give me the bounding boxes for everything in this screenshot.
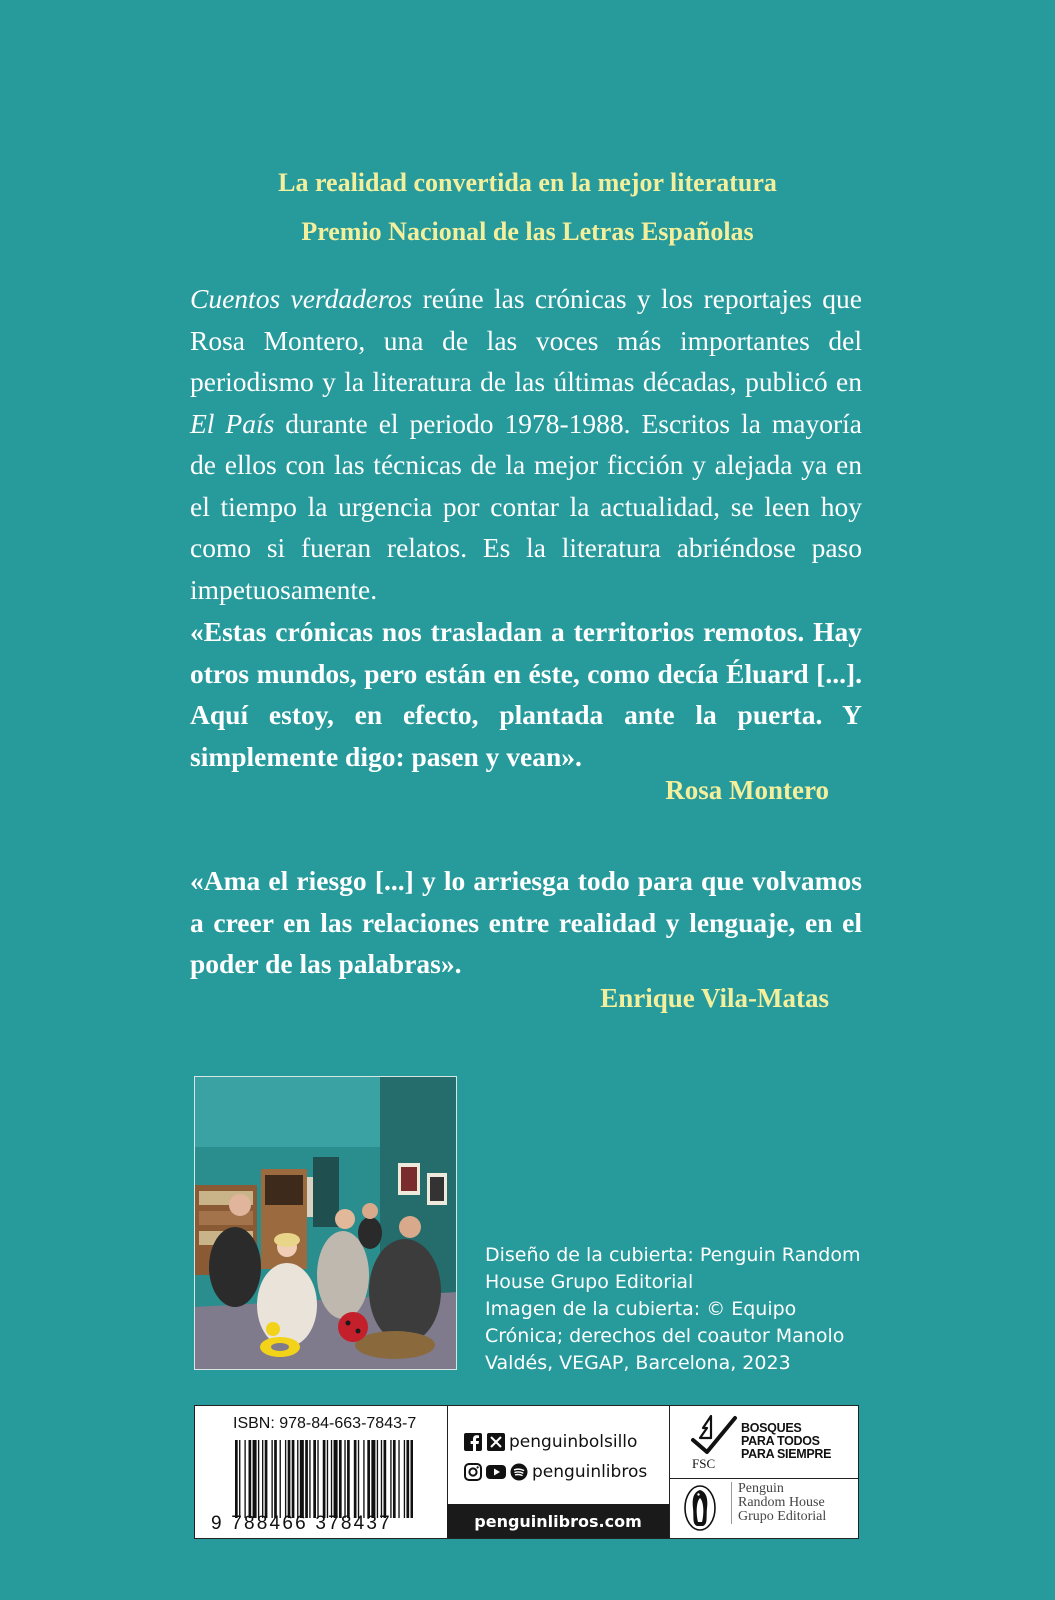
spotify-icon[interactable] [509,1462,529,1482]
fsc-tree-check-icon [685,1410,745,1460]
barcode-bar [285,1440,286,1518]
barcode-bar [305,1440,308,1518]
quote-rosa-montero: «Estas crónicas nos trasladan a territorios remotos. Hay otros mundos, pero están en éste, como decía Éluard [...]. Aquí estoy, en efecto, plantada ante la puerta. Y simplemente digo: pasen y vean». [190,616,862,772]
barcode-bar [317,1440,318,1518]
cover-design-credit: Diseño de la cubierta: Penguin Random House Grupo Editorial [485,1244,861,1293]
barcode-bar [297,1440,298,1518]
barcode-bar [347,1440,350,1518]
description-part1: reúne las crónicas y los reportajes que Rosa Montero, una de las voces más importantes del periodismo y la literatura de las últimas décadas, publicó en [190,283,862,397]
fsc-slogan-line3: PARA SIEMPRE [741,1447,832,1461]
publisher-name [731,1482,826,1524]
barcode [235,1440,413,1518]
barcode-section [195,1406,448,1538]
fsc-slogan-line1: BOSQUES [741,1421,802,1435]
penguin-icon [683,1484,717,1532]
barcode-bar [384,1440,387,1518]
publisher-line2: Random House [738,1495,825,1510]
quote-author-rosa-montero: Rosa Montero [665,775,829,805]
barcode-bar [344,1440,345,1518]
publisher-line1: Penguin [738,1481,784,1496]
cover-art-thumbnail [194,1076,457,1370]
barcode-bar [381,1440,382,1518]
fsc-label: FSC [692,1456,716,1471]
barcode-bar [309,1440,310,1518]
cover-image-credit: Imagen de la cubierta: © Equipo Crónica; derechos del coautor Manolo Valdés, VEGAP, Barcelona, 2023 [485,1298,845,1374]
social-handle-libros[interactable]: penguinlibros [532,1462,648,1482]
barcode-bar [390,1440,391,1518]
fsc-slogan-line2: PARA TODOS [741,1434,820,1448]
fsc-logo [669,1406,858,1479]
barcode-bar [411,1440,414,1518]
logos-section [669,1406,858,1538]
barcode-bar [292,1440,295,1518]
barcode-bar [367,1440,370,1518]
instagram-icon[interactable] [463,1462,483,1482]
social-section [447,1406,670,1538]
barcode-bar [239,1440,240,1518]
quote-vila-matas: «Ama el riesgo [...] y lo arriesga todo para que volvamos a creer en las relaciones entre realidad y lenguaje, en el poder de las palabras». [190,865,862,979]
barcode-bar [358,1440,359,1518]
barcode-bar [265,1440,268,1518]
isbn-label: ISBN: 978-84-663-7843-7 [233,1415,417,1432]
barcode-bar [244,1440,245,1518]
fsc-slogan [741,1422,831,1461]
barcode-bar [406,1440,409,1518]
newspaper-name-italic: El País [190,407,275,439]
barcode-bar [354,1440,357,1518]
barcode-bar [271,1440,272,1518]
barcode-bar [280,1440,281,1518]
barcode-bar [300,1440,304,1518]
facebook-icon[interactable] [463,1432,483,1452]
publisher-logo [669,1478,858,1538]
barcode-bar [274,1440,277,1518]
barcode-bar [327,1440,328,1518]
barcode-bar [334,1440,338,1518]
book-title-italic: Cuentos verdaderos [190,283,413,314]
back-matter-box [194,1405,859,1539]
barcode-bar [323,1440,326,1518]
headline-award: Premio Nacional de las Letras Españolas [301,217,754,246]
headline-tagline: La realidad convertida en la mejor literatura [278,168,777,197]
book-description [190,278,862,610]
barcode-bar [339,1440,342,1518]
barcode-bar [363,1440,364,1518]
barcode-bar [371,1440,375,1518]
youtube-icon[interactable] [486,1462,506,1482]
social-row-2 [463,1462,647,1482]
cover-art-illustration [195,1077,457,1370]
cover-credits [485,1242,865,1377]
barcode-bar [404,1440,405,1518]
publisher-line3: Grupo Editorial [738,1509,827,1524]
description-part2: durante el periodo 1978-1988. Escritos la mayoría de ellos con las técnicas de la mejor ficción y alejada ya en el tiempo la urgencia por contar la actualidad, se leen hoy como si fueran relatos. Es la literatura abriéndose paso impetuosamente. [190,407,862,605]
barcode-bar [258,1440,259,1518]
barcode-bar [398,1440,399,1518]
social-row-1 [463,1432,637,1452]
barcode-bar [235,1440,238,1518]
social-handle-bolsillo[interactable]: penguinbolsillo [509,1432,638,1452]
barcode-bar [331,1440,332,1518]
barcode-bar [313,1440,316,1518]
barcode-bar [253,1440,257,1518]
x-icon[interactable] [486,1432,506,1452]
website-link[interactable]: penguinlibros.com [447,1504,669,1538]
barcode-bar [288,1440,291,1518]
barcode-bar [377,1440,378,1518]
quote-author-vila-matas: Enrique Vila-Matas [600,983,829,1013]
barcode-bar [262,1440,263,1518]
barcode-digits: 9 788466 378437 [211,1513,392,1534]
barcode-bar [393,1440,396,1518]
barcode-bar [249,1440,252,1518]
